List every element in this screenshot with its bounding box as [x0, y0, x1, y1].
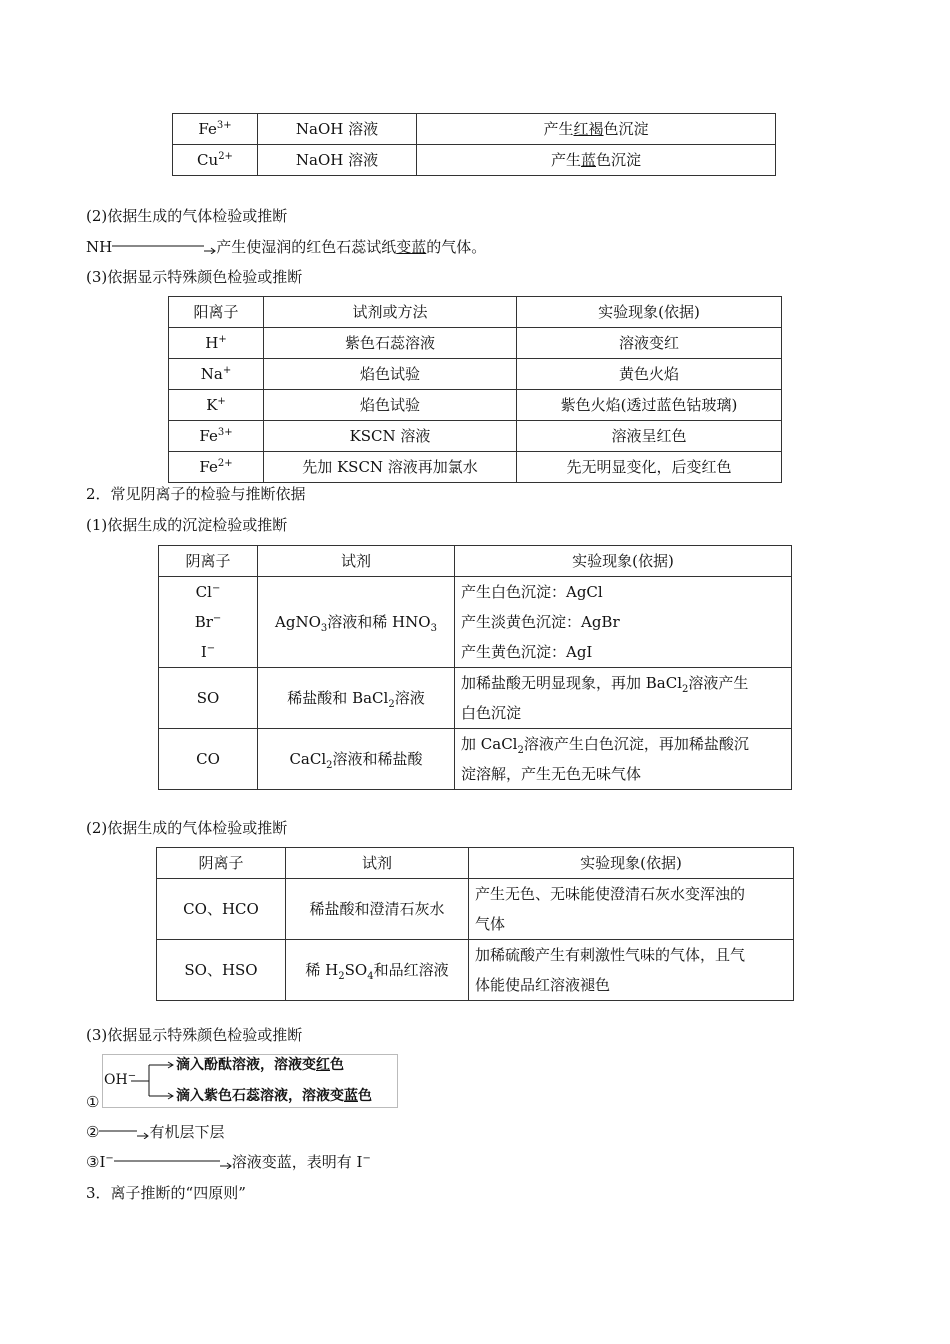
ion-cell: CO — [159, 729, 258, 790]
column-header: 实验现象(依据) — [455, 546, 792, 577]
table-row — [159, 577, 792, 668]
column-header: 实验现象(依据) — [469, 848, 794, 879]
oh-test-diagram — [102, 1054, 398, 1108]
section-heading: 3．离子推断的“四原则” — [86, 1184, 246, 1202]
result-cell: 产生蓝色沉淀 — [417, 145, 776, 176]
table-row — [159, 729, 792, 790]
ion-cell: SO、HSO — [157, 940, 286, 1001]
reagent-cell: 先加 KSCN 溶液再加氯水 — [264, 452, 517, 483]
result-cell: 产生白色沉淀：AgCl 产生淡黄色沉淀：AgBr 产生黄色沉淀：AgI — [455, 577, 792, 668]
table-row — [159, 668, 792, 729]
arrow-icon — [114, 1157, 232, 1169]
ion-cell: Na+ — [169, 359, 264, 390]
ion-cell: $Fe^{3+}$ — [173, 114, 258, 145]
reagent-cell: 紫色石蕊溶液 — [264, 328, 517, 359]
list-item: ③I− 溶液变蓝，表明有 I− — [86, 1153, 371, 1171]
table-row — [169, 359, 782, 390]
column-header: 阴离子 — [157, 848, 286, 879]
section-heading: (2)依据生成的气体检验或推断 — [86, 207, 288, 225]
ion-cell: SO — [159, 668, 258, 729]
reagent-cell: AgNO$_3$溶液和稀 $HNO_3$ — [258, 577, 455, 668]
section-heading: (2)依据生成的气体检验或推断 — [86, 819, 288, 837]
cation-color-table — [168, 296, 782, 483]
result-cell: 溶液变红 — [517, 328, 782, 359]
reagent-cell: NaOH 溶液 — [258, 145, 417, 176]
reagent-cell: 焰色试验 — [264, 359, 517, 390]
section-heading: (3)依据显示特殊颜色检验或推断 — [86, 1026, 303, 1044]
result-cell: 加 CaCl$_2$溶液产生白色沉淀，再加稀盐酸沉 淀溶解，产生无色无味气体 — [455, 729, 792, 790]
reagent-cell: 稀盐酸和 BaCl$_2$溶液 — [258, 668, 455, 729]
anion-precipitate-table — [158, 545, 792, 790]
column-header: 实验现象(依据) — [517, 297, 782, 328]
arrow-icon — [112, 242, 216, 254]
arrow-icon — [99, 1127, 149, 1139]
section-heading: 2．常见阴离子的检验与推断依据 — [86, 485, 306, 503]
result-cell: 溶液呈红色 — [517, 421, 782, 452]
result-cell: 产生无色、无味能使澄清石灰水变浑浊的 气体 — [469, 879, 794, 940]
oh-ion-label: OH− — [104, 1070, 137, 1088]
anion-gas-table — [156, 847, 794, 1001]
nh-gas-line: NH 产生使湿润的红色石蕊试纸变蓝的气体。 — [86, 238, 487, 256]
cation-precipitate-table — [172, 113, 776, 176]
result-cell: 黄色火焰 — [517, 359, 782, 390]
table-header-row — [169, 297, 782, 328]
table-row — [173, 114, 776, 145]
reagent-cell: 焰色试验 — [264, 390, 517, 421]
result-cell: 加稀盐酸无明显现象，再加 BaCl$_2$溶液产生 白色沉淀 — [455, 668, 792, 729]
section-heading: (1)依据生成的沉淀检验或推断 — [86, 516, 288, 534]
column-header: 阳离子 — [169, 297, 264, 328]
section-heading: (3)依据显示特殊颜色检验或推断 — [86, 268, 303, 286]
list-item: ② 有机层下层 — [86, 1123, 225, 1141]
reagent-cell: 稀盐酸和澄清石灰水 — [286, 879, 469, 940]
table-row — [169, 452, 782, 483]
result-cell: 紫色火焰(透过蓝色钴玻璃) — [517, 390, 782, 421]
table-row — [169, 421, 782, 452]
ion-cell: H+ — [169, 328, 264, 359]
result-cell: 先无明显变化，后变红色 — [517, 452, 782, 483]
branch-litmus: 滴入紫色石蕊溶液，溶液变蓝色 — [176, 1088, 372, 1104]
list-item-number: ① — [86, 1093, 100, 1111]
result-cell: 产生红褐色沉淀 — [417, 114, 776, 145]
ion-cell: $Cu^{2+}$ — [173, 145, 258, 176]
table-header-row — [157, 848, 794, 879]
ion-cell: K+ — [169, 390, 264, 421]
reagent-cell: CaCl$_2$溶液和稀盐酸 — [258, 729, 455, 790]
column-header: 试剂 — [286, 848, 469, 879]
table-row — [157, 879, 794, 940]
table-row — [169, 328, 782, 359]
ion-cell: $Fe^{3+}$ — [169, 421, 264, 452]
reagent-cell: KSCN 溶液 — [264, 421, 517, 452]
column-header: 试剂 — [258, 546, 455, 577]
column-header: 试剂或方法 — [264, 297, 517, 328]
ion-cell: $Fe^{2+}$ — [169, 452, 264, 483]
reagent-cell: NaOH 溶液 — [258, 114, 417, 145]
result-cell: 加稀硫酸产生有刺激性气味的气体，且气 体能使品红溶液褪色 — [469, 940, 794, 1001]
column-header: 阴离子 — [159, 546, 258, 577]
ion-cell: Cl− Br− I− — [159, 577, 258, 668]
reagent-cell: 稀 $H_2SO_4$和品红溶液 — [286, 940, 469, 1001]
table-row — [169, 390, 782, 421]
table-header-row — [159, 546, 792, 577]
table-row — [157, 940, 794, 1001]
ion-cell: CO、HCO — [157, 879, 286, 940]
table-row — [173, 145, 776, 176]
branch-phenolphthalein: 滴入酚酞溶液，溶液变红色 — [176, 1057, 344, 1073]
